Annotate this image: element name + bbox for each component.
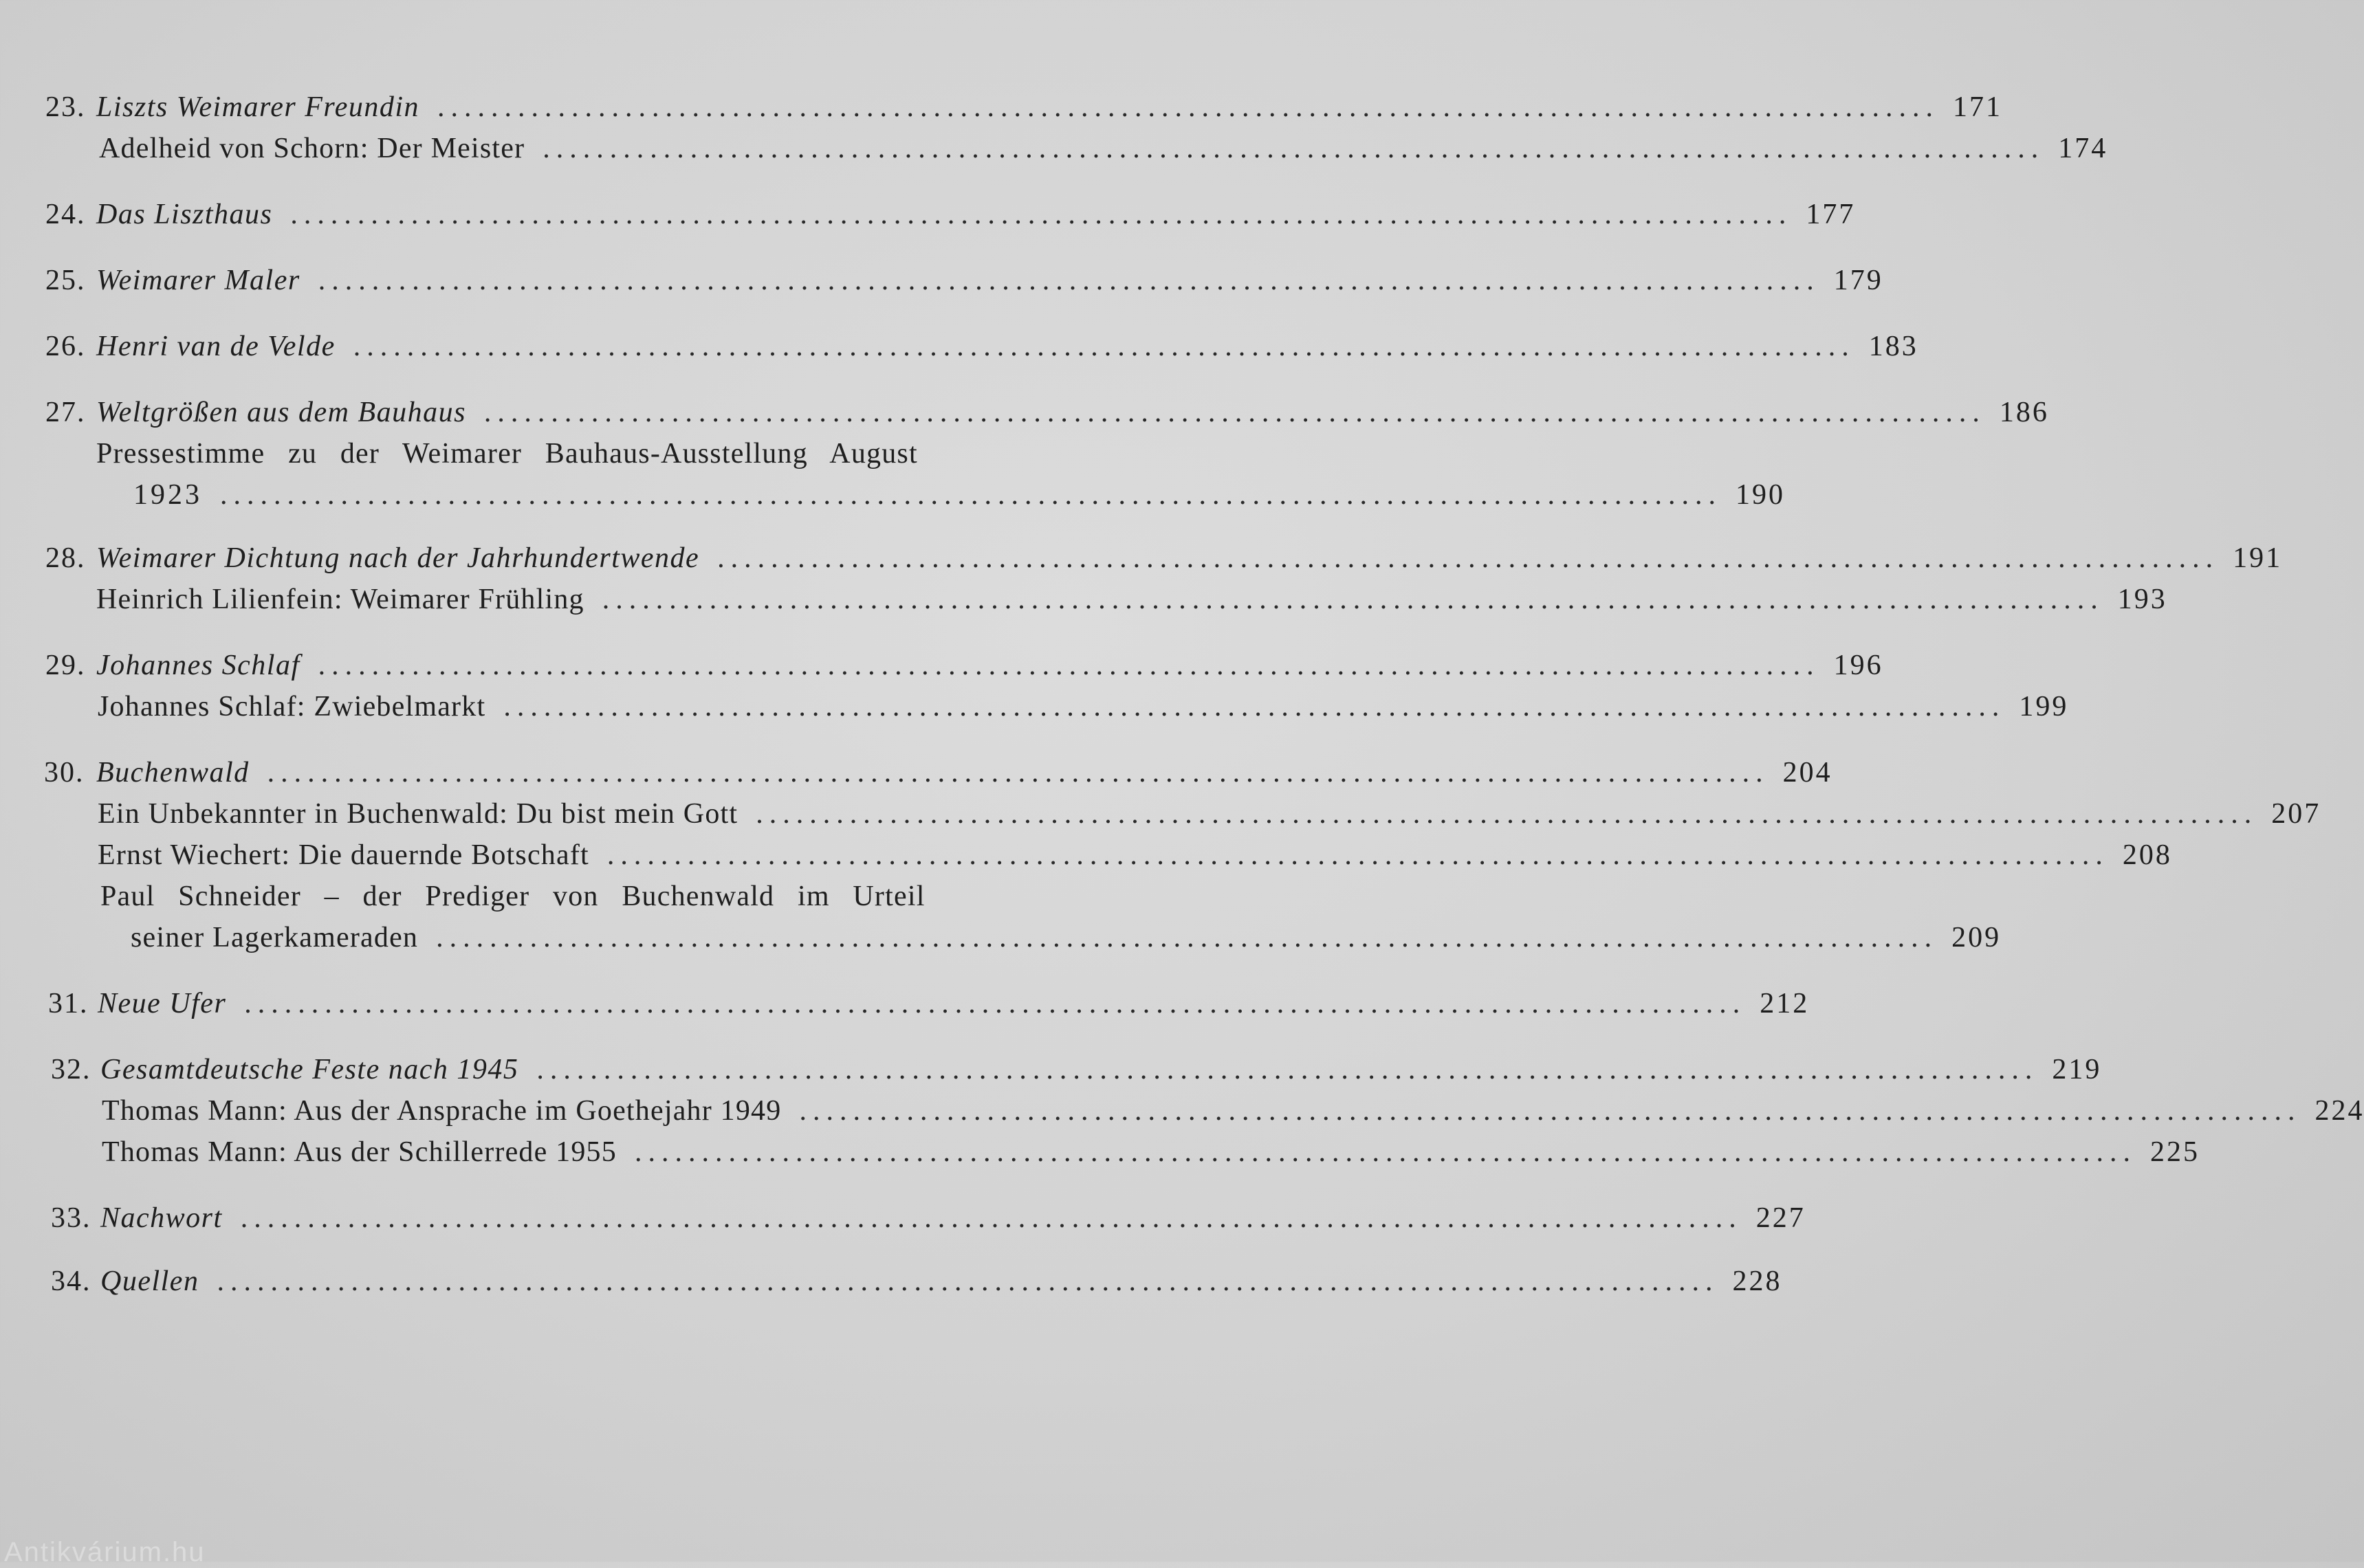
entry-number: 34. [51, 1266, 91, 1297]
sub-entry-title: Ernst Wiechert: Die dauernde Botschaft [98, 839, 589, 871]
sub-entry-page: 193 [2117, 584, 2167, 615]
leader-dots: ................................................................................................................ [436, 922, 1938, 953]
leader-dots: ................................................................................................................ [756, 798, 2258, 830]
entry-page: 177 [1806, 199, 1856, 230]
watermark: Antikvárium.hu [4, 1537, 206, 1567]
leader-dots: ................................................................................................................ [606, 839, 2109, 871]
leader-dots: ................................................................................................................ [717, 542, 2220, 574]
sub-entry-title: Thomas Mann: Aus der Ansprache im Goethejahr 1949 [102, 1095, 782, 1127]
entry-number: 28. [45, 542, 86, 574]
leader-dots: ................................................................................................................ [503, 691, 2006, 722]
sub-entry-title: Johannes Schlaf: Zwiebelmarkt [98, 691, 486, 722]
entry-title: Weimarer Dichtung nach der Jahrhundertwende [96, 542, 700, 574]
sub-entry-title: Pressestimme zu der Weimarer Bauhaus-Ausstellung August [96, 438, 918, 470]
entry-number: 31. [48, 988, 89, 1019]
sub-entry-continuation: seiner Lagerkameraden [131, 922, 419, 953]
sub-entry-page: 207 [2271, 798, 2321, 830]
sub-entry-title: Ein Unbekannter in Buchenwald: Du bist mein Gott [98, 798, 738, 830]
entry-number: 27. [45, 397, 86, 428]
leader-dots: ................................................................................................................ [217, 1266, 1719, 1297]
entry-title: Henri van de Velde [96, 331, 336, 362]
entry-title: Buchenwald [96, 757, 250, 788]
entry-title: Weimarer Maler [96, 265, 300, 296]
entry-title: Quellen [100, 1266, 199, 1297]
entry-number: 30. [44, 757, 85, 788]
sub-entry-title: Thomas Mann: Aus der Schillerrede 1955 [102, 1136, 617, 1168]
leader-dots: ................................................................................................................ [267, 757, 1769, 788]
sub-entry-page: 174 [2058, 133, 2108, 164]
entry-number: 23. [45, 91, 86, 123]
leader-dots: ................................................................................................................ [437, 91, 1940, 123]
entry-page: 227 [1755, 1202, 1806, 1234]
sub-entry-page: 209 [1951, 922, 2002, 953]
entry-title: Weltgrößen aus dem Bauhaus [96, 397, 466, 428]
entry-page: 191 [2233, 542, 2283, 574]
entry-number: 32. [51, 1054, 91, 1085]
sub-entry-page: 190 [1736, 479, 1785, 511]
entry-number: 26. [45, 331, 86, 362]
entry-page: 219 [2052, 1054, 2102, 1085]
sub-entry-page: 199 [2019, 691, 2069, 722]
entry-number: 25. [45, 265, 86, 296]
entry-title: Nachwort [100, 1202, 223, 1234]
entry-page: 212 [1760, 988, 1810, 1019]
entry-number: 24. [45, 199, 86, 230]
entry-number: 33. [51, 1202, 91, 1234]
entry-page: 228 [1732, 1266, 1782, 1297]
leader-dots: ................................................................................................................ [543, 133, 2045, 164]
entry-title: Liszts Weimarer Freundin [96, 91, 420, 123]
leader-dots: ................................................................................................................ [220, 479, 1722, 511]
sub-entry-page: 208 [2122, 839, 2172, 871]
entry-page: 204 [1782, 757, 1832, 788]
sub-entry-title: Heinrich Lilienfein: Weimarer Frühling [96, 584, 584, 615]
entry-page: 179 [1833, 265, 1883, 296]
sub-entry-page: 225 [2149, 1136, 2200, 1168]
entry-number: 29. [45, 650, 86, 681]
sub-entry-continuation: 1923 [133, 479, 202, 511]
leader-dots: ................................................................................................................ [483, 397, 1986, 428]
entry-page: 171 [1953, 91, 2003, 123]
leader-dots: ................................................................................................................ [318, 265, 1820, 296]
leader-dots: ................................................................................................................ [536, 1054, 2039, 1085]
leader-dots: ................................................................................................................ [318, 650, 1820, 681]
entry-page: 183 [1868, 331, 1918, 362]
sub-entry-title: Paul Schneider – der Prediger von Buchenwald im Urteil [100, 881, 926, 912]
leader-dots: ................................................................................................................ [244, 988, 1747, 1019]
entry-title: Das Liszthaus [96, 199, 273, 230]
entry-page: 186 [1999, 397, 2049, 428]
leader-dots: ................................................................................................................ [799, 1095, 2301, 1127]
sub-entry-title: Adelheid von Schorn: Der Meister [99, 133, 525, 164]
entry-title: Neue Ufer [98, 988, 227, 1019]
entry-title: Gesamtdeutsche Feste nach 1945 [100, 1054, 519, 1085]
entry-title: Johannes Schlaf [96, 650, 300, 681]
leader-dots: ................................................................................................................ [240, 1202, 1742, 1234]
entry-page: 196 [1833, 650, 1883, 681]
leader-dots: ................................................................................................................ [602, 584, 2104, 615]
leader-dots: ................................................................................................................ [353, 331, 1855, 362]
leader-dots: ................................................................................................................ [290, 199, 1793, 230]
sub-entry-page: 224 [2314, 1095, 2364, 1127]
leader-dots: ................................................................................................................ [634, 1136, 2136, 1168]
